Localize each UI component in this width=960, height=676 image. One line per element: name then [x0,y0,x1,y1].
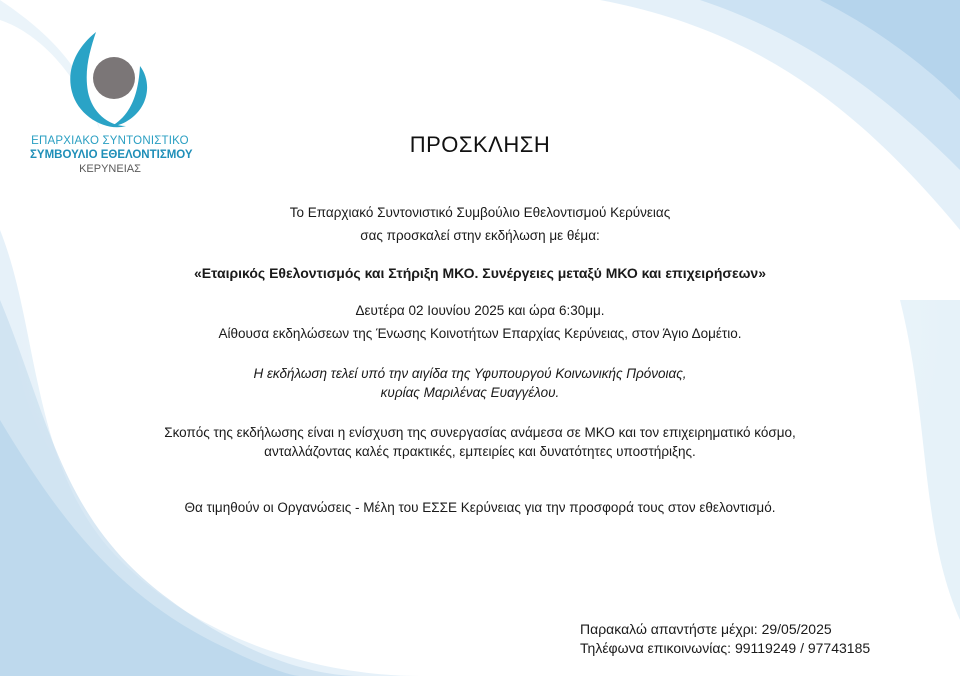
invitation-title: ΠΡΟΣΚΛΗΣΗ [409,132,551,157]
event-date-time: Δευτέρα 02 Ιουνίου 2025 και ώρα 6:30μμ. [355,303,605,318]
purpose-line1: Σκοπός της εκδήλωσης είναι η ενίσχυση της συνεργασίας ανάμεσα σε ΜΚΟ και τον επιχειρηματικό κόσμο, [164,425,796,440]
event-subject: «Εταιρικός Εθελοντισμός και Στήριξη ΜΚΟ. Συνέργειες μεταξύ ΜΚΟ και επιχειρήσεων» [193,265,767,281]
purpose-line2: ανταλλάζοντας καλές πρακτικές, εμπειρίες και δυνατότητες υποστήριξης. [264,444,696,459]
aegis-line2: κυρίας Μαριλένας Ευαγγέλου. [380,385,560,400]
rsvp-deadline: Παρακαλώ απαντήστε μέχρι: 29/05/2025 [580,621,832,637]
logo-text-line1: ΕΠΑΡΧΙΑΚΟ ΣΥΝΤΟΝΙΣΤΙΚΟ [31,135,189,147]
honor-statement: Θα τιμηθούν οι Οργανώσεις - Μέλη του ΕΣΣΕ Κερύνειας για την προσφορά τους στον εθελοντισμό. [184,500,776,515]
aegis-line1: Η εκδήλωση τελεί υπό την αιγίδα της Υφυπουργού Κοινωνικής Πρόνοιας, [253,366,687,381]
logo-text-line3: ΚΕΡΥΝΕΙΑΣ [79,163,141,175]
rsvp-block [580,620,870,658]
event-venue: Αίθουσα εκδηλώσεων της Ένωσης Κοινοτήτων Επαρχίας Κερύνειας, στον Άγιο Δομέτιο. [218,326,742,341]
contact-phones: Τηλέφωνα επικοινωνίας: 99119249 / 97743185 [580,640,871,656]
intro-line1: Το Επαρχιακό Συντονιστικό Συμβούλιο Εθελοντισμού Κερύνειας [289,205,671,220]
intro-line2: σας προσκαλεί στην εκδήλωση με θέμα: [360,228,600,243]
volunteer-figure-icon [56,30,156,130]
logo-text-line2: ΣΥΜΒΟΥΛΙΟ ΕΘΕΛΟΝΤΙΣΜΟΥ [30,149,193,161]
